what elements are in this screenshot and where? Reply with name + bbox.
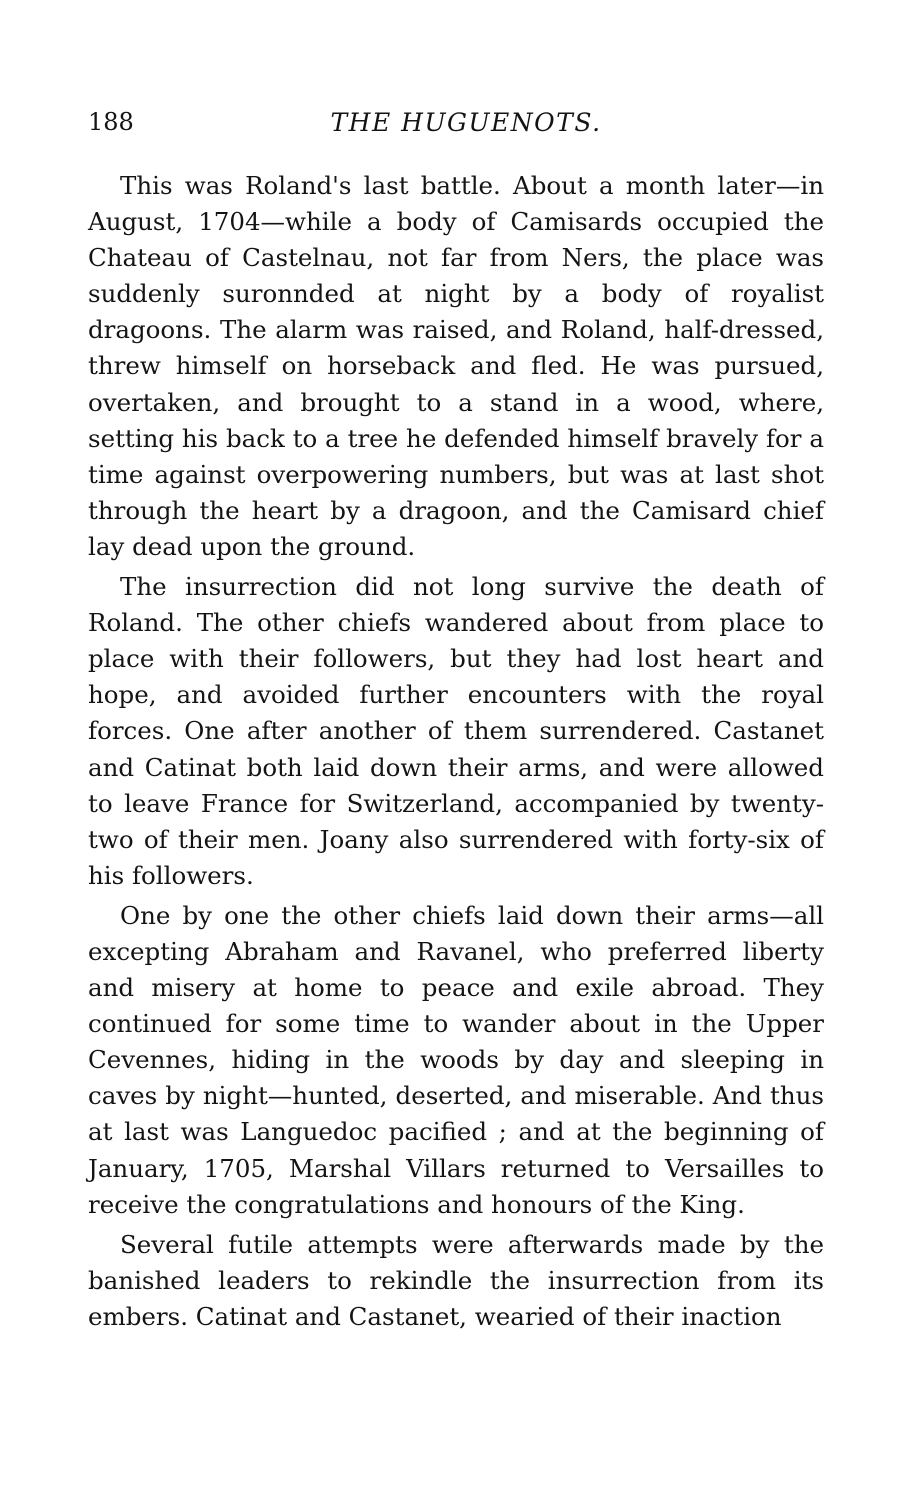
page-number: 188	[88, 108, 134, 136]
paragraph-roland-last-battle: This was Roland's last battle. About a month later—in August, 1704—while a body of Camisards occupied the Chateau of Castelnau, not far from Ners, the place was suddenly suronnded at night by a body of royalist dragoons. The alarm was raised, and Roland, half-dressed, threw himself on horseback and fled. He was pursued, overtaken, and brought to a stand in a wood, where, setting his back to a tree he defended himself bravely for a time against overpowering numbers, but was at last shot through the heart by a dragoon, and the Camisard chief lay dead upon the ground.	[88, 171, 824, 561]
paragraph-futile-attempts: Several futile attempts were afterwards made by the banished leaders to rekindle the insurrection from its embers. Catinat and Castanet, wearied of their inaction	[88, 1229, 824, 1331]
paragraph-insurrection-end: The insurrection did not long survive the death of Roland. The other chiefs wandered about from place to place with their followers, but they had lost heart and hope, and avoided further encounters with the royal forces. One after another of them surrendered. Castanet and Catinat both laid down their arms, and were allowed to leave France for Switzerland, accompanied by twenty-two of their men. Joany also surrendered with forty-six of his followers.	[88, 572, 824, 890]
body-text	[88, 168, 824, 1335]
paragraph-chiefs-surrender: One by one the other chiefs laid down their arms—all excepting Abraham and Ravanel, who preferred liberty and misery at home to peace and exile abroad. They continued for some time to wander about in the Upper Cevennes, hiding in the woods by day and sleeping in caves by night—hunted, deserted, and miserable. And thus at last was Languedoc pacified ; and at the beginning of January, 1705, Marshal Villars returned to Versailles to receive the congratulations and honours of the King.	[88, 900, 824, 1219]
page-header	[88, 108, 824, 148]
running-title: THE HUGUENOTS.	[330, 108, 602, 137]
